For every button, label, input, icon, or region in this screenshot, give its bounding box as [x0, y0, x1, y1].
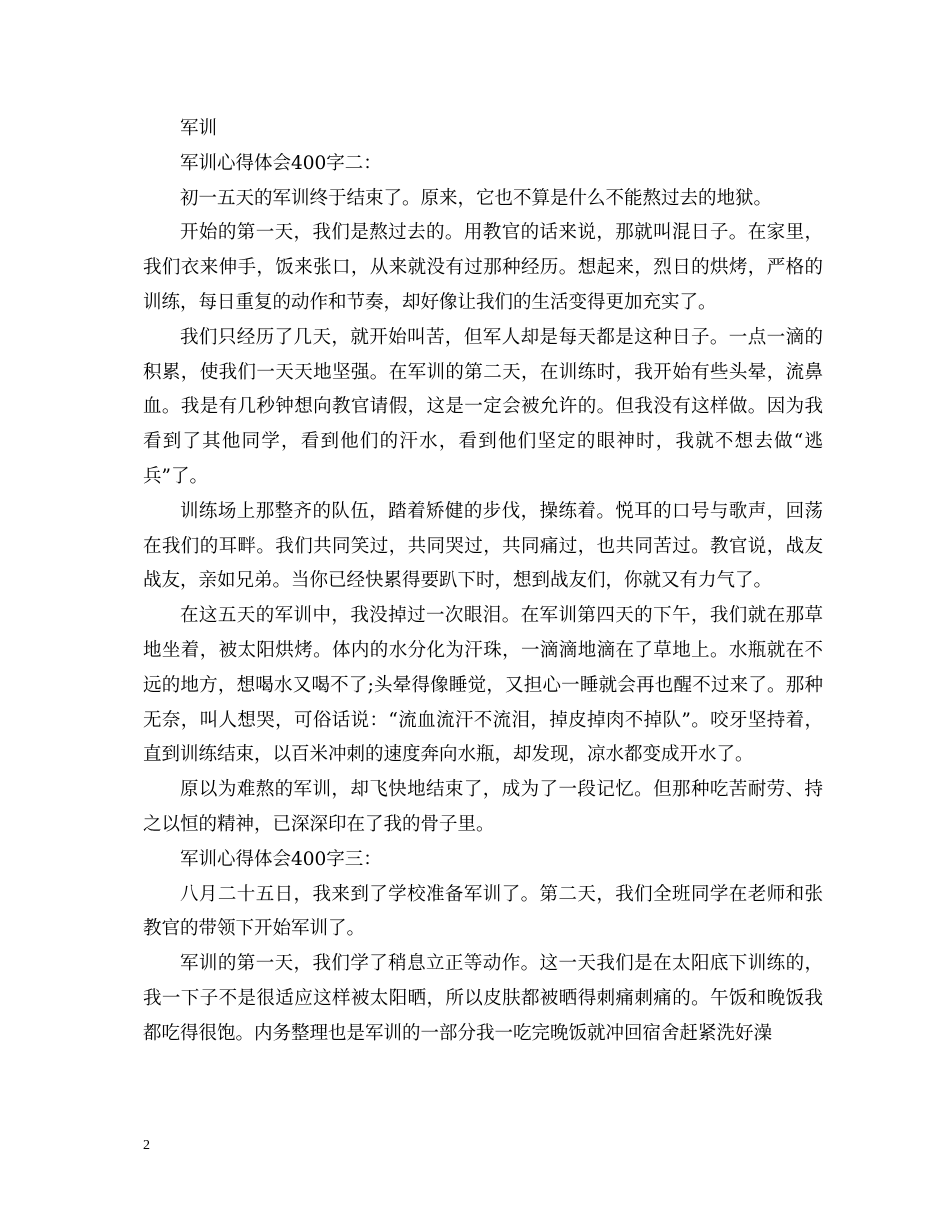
paragraph: 军训的第一天，我们学了稍息立正等动作。这一天我们是在太阳底下训练的，我一下子不是很适应这样被太阳晒，所以皮肤都被晒得刺痛刺痛的。午饭和晚饭我都吃得很饱。内务整理也是军训的一部分我一吃完晚饭就冲回宿舍赶紧洗好澡 — [143, 953, 823, 1044]
paragraph: 原以为难熬的军训，却飞快地结束了，成为了一段记忆。但那种吃苦耐劳、持之以恒的精神，已深深印在了我的骨子里。 — [143, 779, 823, 835]
page-number: 2 — [143, 1138, 150, 1153]
paragraph: 初一五天的军训终于结束了。原来，它也不算是什么不能熬过去的地狱。 — [180, 187, 773, 209]
paragraph: 训练场上那整齐的队伍，踏着矫健的步伐，操练着。悦耳的口号与歌声，回荡在我们的耳畔。我们共同笑过，共同哭过，共同痛过，也共同苦过。教官说，战友战友，亲如兄弟。当你已经快累得要趴下时，想到战友们，你就又有力气了。 — [143, 500, 823, 592]
paragraph: 八月二十五日，我来到了学校准备军训了。第二天，我们全班同学在老师和张教官的带领下开始军训了。 — [143, 883, 823, 940]
document-body — [143, 112, 823, 1052]
document-title: 军训 — [180, 118, 218, 139]
section-heading: 军训心得体会400字三： — [180, 848, 382, 870]
paragraph: 在这五天的军训中，我没掉过一次眼泪。在军训第四天的下午，我们就在那草地坐着，被太阳烘烤。体内的水分化为汗珠，一滴滴地滴在了草地上。水瓶就在不远的地方，想喝水又喝不了;头晕得像睡觉，又担心一睡就会再也醒不过来了。那种无奈，叫人想哭，可俗话说：“流血流汗不流泪，掉皮掉肉不掉队”。咬牙坚持着，直到训练结束，以百米冲刺的速度奔向水瓶，却发现，凉水都变成开水了。 — [143, 605, 823, 766]
paragraph: 我们只经历了几天，就开始叫苦，但军人却是每天都是这种日子。一点一滴的积累，使我们一天天地坚强。在军训的第二天，在训练时，我开始有些头晕，流鼻血。我是有几秒钟想向教官请假，这是一定会被允许的。但我没有这样做。因为我看到了其他同学，看到他们的汗水，看到他们坚定的眼神时，我就不想去做“逃兵”了。 — [143, 326, 823, 487]
paragraph: 开始的第一天，我们是熬过去的。用教官的话来说，那就叫混日子。在家里，我们衣来伸手，饭来张口，从来就没有过那种经历。想起来，烈日的烘烤，严格的训练，每日重复的动作和节奏，却好像让我们的生活变得更加充实了。 — [143, 222, 823, 313]
section-heading: 军训心得体会400字二： — [180, 152, 382, 174]
